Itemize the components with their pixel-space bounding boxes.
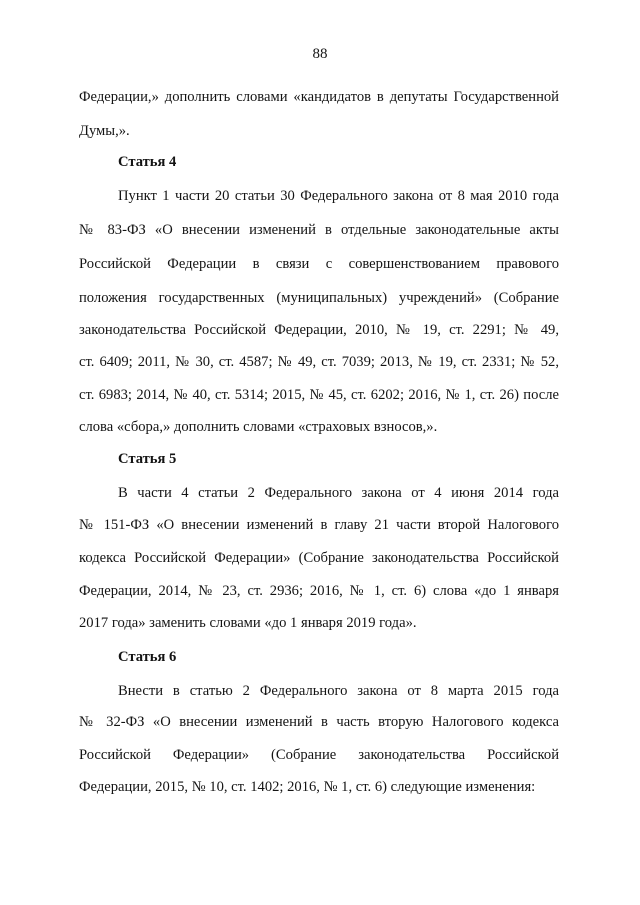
article-line: Пункт 1 части 20 статьи 30 Федерального закона от 8 мая 2010 года (118, 188, 559, 204)
article-line: № 32-ФЗ «О внесении изменений в часть вторую Налогового кодекса (79, 714, 559, 730)
article-heading: Статья 6 (118, 649, 177, 665)
article-line: Федерации, 2015, № 10, ст. 1402; 2016, № 1, ст. 6) следующие изменения: (79, 779, 536, 795)
article-line: № 83-ФЗ «О внесении изменений в отдельные законодательные акты (79, 222, 559, 238)
article-line: Российской Федерации в связи с совершенствованием правового (79, 256, 559, 272)
article-line: кодекса Российской Федерации» (Собрание законодательства Российской (79, 550, 559, 566)
article-line: слова «сбора,» дополнить словами «страховых взносов,». (79, 419, 438, 435)
intro-line: Думы,». (79, 123, 130, 139)
article-line: положения государственных (муниципальных) учреждений» (Собрание (79, 290, 559, 306)
intro-line: Федерации,» дополнить словами «кандидатов в депутаты Государственной (79, 89, 559, 105)
article-line: В части 4 статьи 2 Федерального закона от 4 июня 2014 года (118, 485, 559, 501)
article-heading: Статья 5 (118, 451, 177, 467)
article-line: Российской Федерации» (Собрание законодательства Российской (79, 747, 559, 763)
article-line: 2017 года» заменить словами «до 1 января 2019 года». (79, 615, 417, 631)
article-line: ст. 6409; 2011, № 30, ст. 4587; № 49, ст. 7039; 2013, № 19, ст. 2331; № 52, (79, 354, 559, 370)
article-heading: Статья 4 (118, 154, 177, 170)
article-line: законодательства Российской Федерации, 2010, № 19, ст. 2291; № 49, (79, 322, 559, 338)
article-line: Федерации, 2014, № 23, ст. 2936; 2016, № 1, ст. 6) слова «до 1 января (79, 583, 559, 599)
article-line: № 151-ФЗ «О внесении изменений в главу 21 части второй Налогового (79, 517, 559, 533)
article-line: Внести в статью 2 Федерального закона от 8 марта 2015 года (118, 683, 559, 699)
article-line: ст. 6983; 2014, № 40, ст. 5314; 2015, № 45, ст. 6202; 2016, № 1, ст. 26) после (79, 387, 559, 403)
page-number: 88 (312, 46, 328, 62)
